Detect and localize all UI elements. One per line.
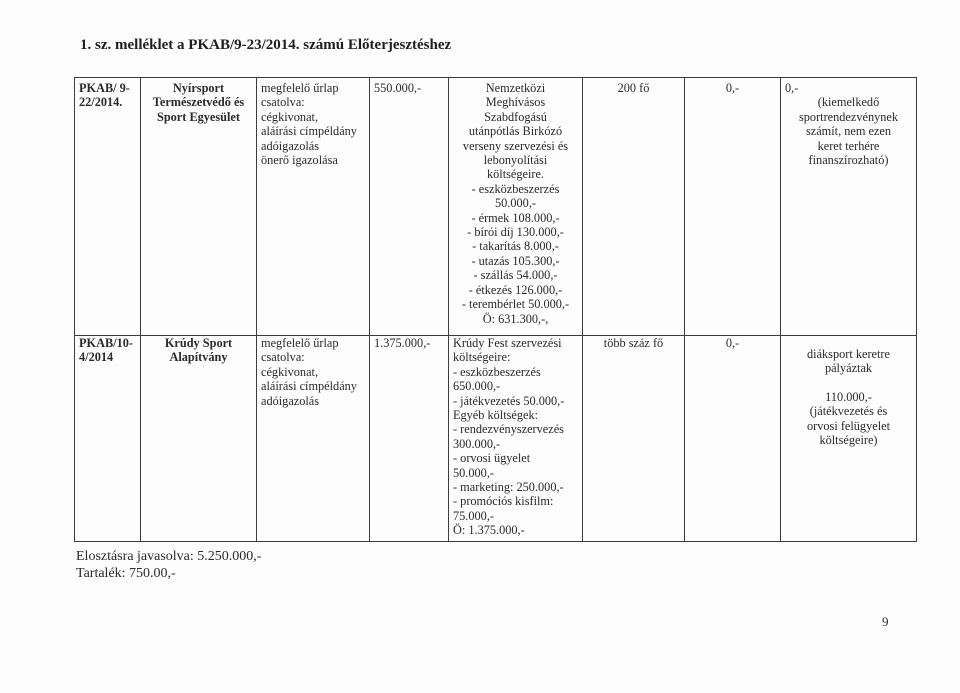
- participants-cell: [583, 78, 685, 336]
- organization-line: Sport Egyesület: [156, 109, 240, 124]
- reserve-amount: Tartalék: 750.00,-: [76, 566, 176, 581]
- amount-cell: [370, 78, 449, 336]
- purpose-line: költségeire:: [453, 350, 511, 365]
- organization-cell: [141, 78, 257, 336]
- documents-line: cégkivonat,: [261, 109, 319, 124]
- purpose-line: - takarítás 8.000,-: [472, 239, 559, 254]
- documents-line: aláírási címpéldány: [261, 124, 357, 139]
- purpose-line: Egyéb költségek:: [453, 408, 539, 423]
- note-line: finanszírozható): [808, 153, 889, 168]
- purpose-line: - marketing: 250.000,-: [453, 480, 564, 495]
- participants-value: 200 fő: [617, 81, 650, 95]
- note-line: orvosi felügyelet: [807, 418, 890, 433]
- organization-line: Természetvédő és: [152, 95, 245, 110]
- participants-value: több száz fő: [603, 336, 664, 350]
- file-id-line: 22/2014.: [79, 95, 123, 110]
- documents-line: aláírási címpéldány: [261, 379, 357, 394]
- documents-line: adóigazolás: [261, 393, 320, 408]
- note-line: (kiemelkedő: [817, 95, 880, 110]
- file-id-line: PKAB/10-: [79, 336, 133, 350]
- file-id-cell: [75, 336, 141, 542]
- proposed-allocation: Elosztásra javasolva: 5.250.000,-: [76, 549, 262, 564]
- purpose-line: Meghívásos: [485, 95, 546, 110]
- amount-value: 1.375.000,-: [374, 336, 431, 350]
- purpose-line: - rendezvényszervezés: [453, 422, 564, 437]
- table-row: [75, 336, 917, 542]
- purpose-line: 300.000,-: [453, 436, 501, 451]
- purpose-line: verseny szervezési és: [462, 138, 569, 153]
- organization-line: Krúdy Sport: [164, 336, 233, 350]
- note-line: számít, nem ezen: [805, 124, 891, 139]
- note-cell: [781, 78, 917, 336]
- purpose-line: - orvosi ügyelet: [453, 451, 531, 466]
- note-line: keret terhére: [817, 138, 880, 153]
- note-line: (játékvezetés és: [809, 404, 888, 419]
- note-line: sportrendezvénynek: [798, 109, 899, 124]
- purpose-cell: [449, 78, 583, 336]
- table-row: [75, 78, 917, 336]
- purpose-line: Nemzetközi: [485, 81, 546, 95]
- organization-line: Alapítvány: [169, 350, 228, 365]
- note-line: 110.000,-: [825, 389, 872, 404]
- purpose-line: költségeire.: [486, 167, 545, 182]
- zero-value: 0,-: [725, 81, 740, 95]
- note-cell: [781, 336, 917, 542]
- purpose-line: 75.000,-: [453, 508, 494, 523]
- purpose-line: 650.000,-: [453, 379, 501, 394]
- allocation-summary: [76, 548, 261, 582]
- purpose-line: - érmek 108.000,-: [471, 210, 560, 225]
- page-heading: 1. sz. melléklet a PKAB/9-23/2014. számú Előterjesztéshez: [80, 37, 452, 53]
- purpose-line: Krúdy Fest szervezési: [453, 336, 562, 350]
- purpose-cell: [449, 336, 583, 542]
- documents-cell: [257, 336, 370, 542]
- file-id-line: 4/2014: [79, 350, 114, 365]
- purpose-line: - terembérlet 50.000,-: [461, 297, 570, 312]
- grant-table: [74, 77, 917, 542]
- purpose-line: 50.000,-: [495, 196, 536, 211]
- documents-line: önerő igazolása: [261, 153, 338, 168]
- zero-value: 0,-: [725, 336, 740, 350]
- amount-cell: [370, 336, 449, 542]
- purpose-line: Ö: 631.300,-,: [482, 311, 549, 326]
- documents-line: csatolva:: [261, 95, 305, 110]
- file-id-line: PKAB/ 9-: [79, 81, 130, 95]
- documents-line: cégkivonat,: [261, 364, 319, 379]
- purpose-line: utánpótlás Birkózó: [468, 124, 563, 139]
- purpose-line: Szabdfogású: [484, 109, 547, 124]
- purpose-line: - eszközbeszerzés: [453, 364, 541, 379]
- purpose-line: - utazás 105.300,-: [471, 253, 560, 268]
- documents-line: megfelelő űrlap: [261, 81, 339, 95]
- note-spacer: [785, 376, 912, 390]
- participants-cell: [583, 336, 685, 542]
- zero-cell: [685, 336, 781, 542]
- amount-value: 550.000,-: [374, 81, 422, 95]
- note-line: 0,-: [785, 81, 799, 95]
- purpose-line: 50.000,-: [453, 465, 494, 480]
- purpose-line: - játékvezetés 50.000,-: [453, 393, 565, 408]
- purpose-line: - bírói díj 130.000,-: [467, 225, 564, 240]
- purpose-line: Ö: 1.375.000,-: [453, 523, 525, 538]
- purpose-line: - szállás 54.000,-: [473, 268, 558, 283]
- note-line: pályáztak: [824, 361, 873, 376]
- file-id-cell: [75, 78, 141, 336]
- note-line: diáksport keretre: [807, 347, 890, 361]
- purpose-line: - eszközbeszerzés: [471, 181, 560, 196]
- zero-cell: [685, 78, 781, 336]
- purpose-line: - promóciós kisfilm:: [453, 494, 554, 509]
- documents-line: megfelelő űrlap: [261, 336, 339, 350]
- documents-line: adóigazolás: [261, 138, 320, 153]
- documents-line: csatolva:: [261, 350, 305, 365]
- note-line: költségeire): [819, 433, 878, 448]
- page-number: 9: [882, 614, 889, 629]
- organization-line: Nyírsport: [172, 81, 225, 95]
- purpose-line: - étkezés 126.000,-: [468, 282, 563, 297]
- purpose-line: lebonyolítási: [483, 153, 548, 168]
- documents-cell: [257, 78, 370, 336]
- organization-cell: [141, 336, 257, 542]
